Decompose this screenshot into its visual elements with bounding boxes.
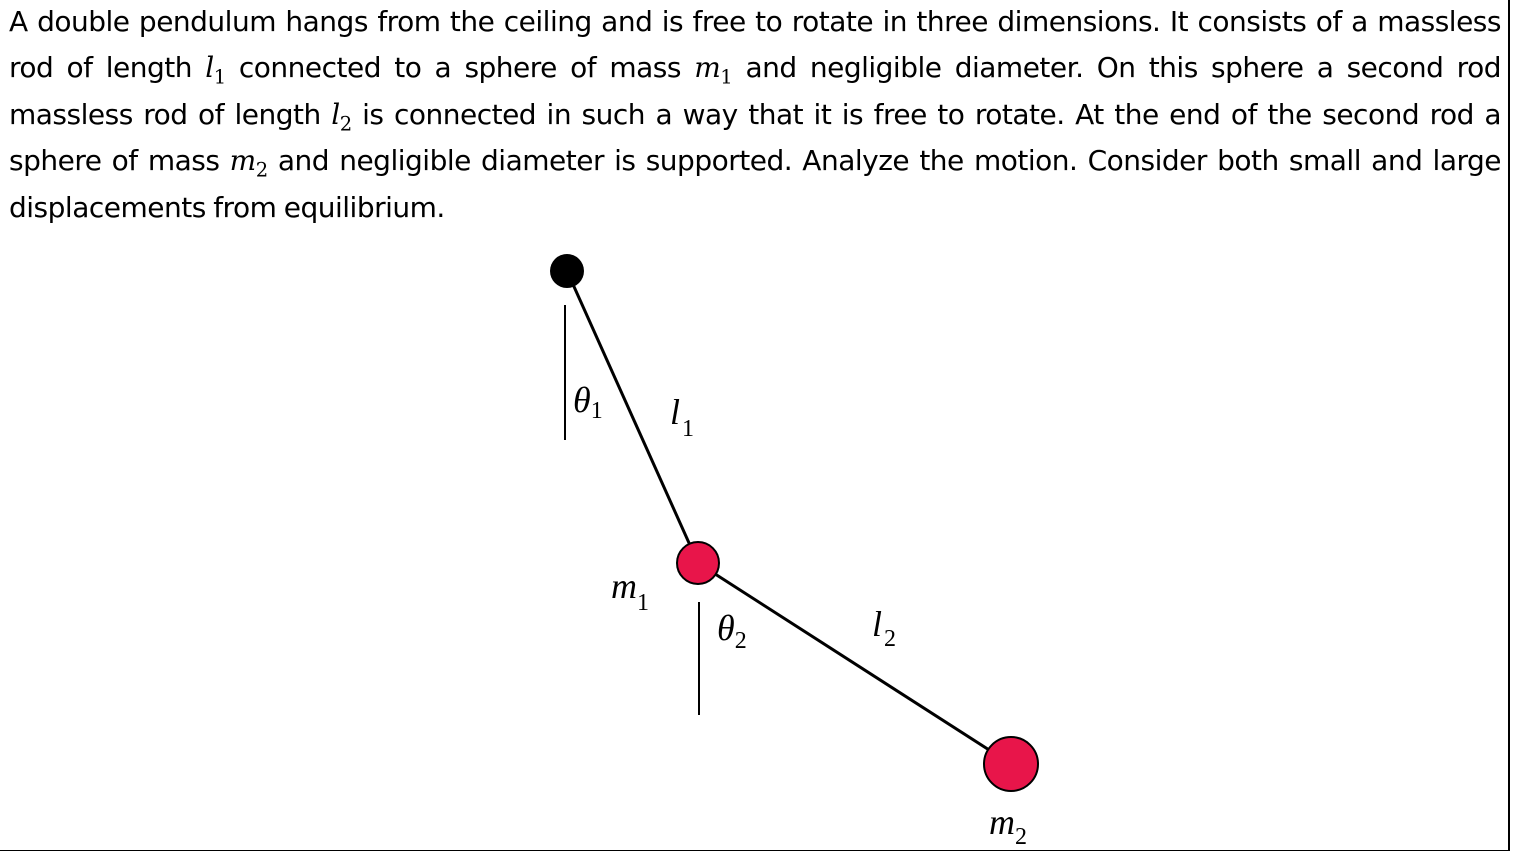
label-theta1: θ1 xyxy=(573,380,603,424)
math-l1-base: l xyxy=(205,51,214,85)
label-l2: $l_2$ xyxy=(872,604,897,652)
problem-text-segment: and negligible diameter is supported. Analyze the motion. Consider both small and large displacements from equilibrium. xyxy=(9,144,1501,224)
math-m2-base: m xyxy=(229,144,256,178)
label-m2: $m_2$ xyxy=(989,802,1027,850)
problem-text-segment: A double pendulum hangs from the ceiling and is free to rotate in three dimensions. It consists of a massless rod of length xyxy=(9,5,1501,85)
pivot-point xyxy=(550,254,584,288)
rod-2 xyxy=(698,563,1011,764)
label-theta2: $\theta_2$ xyxy=(717,608,747,654)
problem-text-segment: connected to a sphere of mass xyxy=(225,51,695,85)
math-l2-base: l xyxy=(331,97,340,131)
math-m1-base: m xyxy=(694,51,721,85)
math-m1-sub: 1 xyxy=(720,66,733,89)
mass-2-sphere xyxy=(984,737,1038,791)
math-m2-sub: 2 xyxy=(255,158,268,182)
label-l1: $l_1$ xyxy=(670,392,695,442)
problem-text-segment: and negligible diameter. On this sphere a second rod massless rod of length xyxy=(9,51,1501,131)
label-m1: $m_1$ xyxy=(611,566,649,616)
problem-text-segment: is connected in such a way that it is free to rotate. At the end of the second rod a sphere of mass xyxy=(9,97,1501,178)
mass-1-sphere xyxy=(677,542,719,584)
math-l1-sub: 1 xyxy=(213,66,226,89)
math-l2-sub: 2 xyxy=(339,112,352,136)
